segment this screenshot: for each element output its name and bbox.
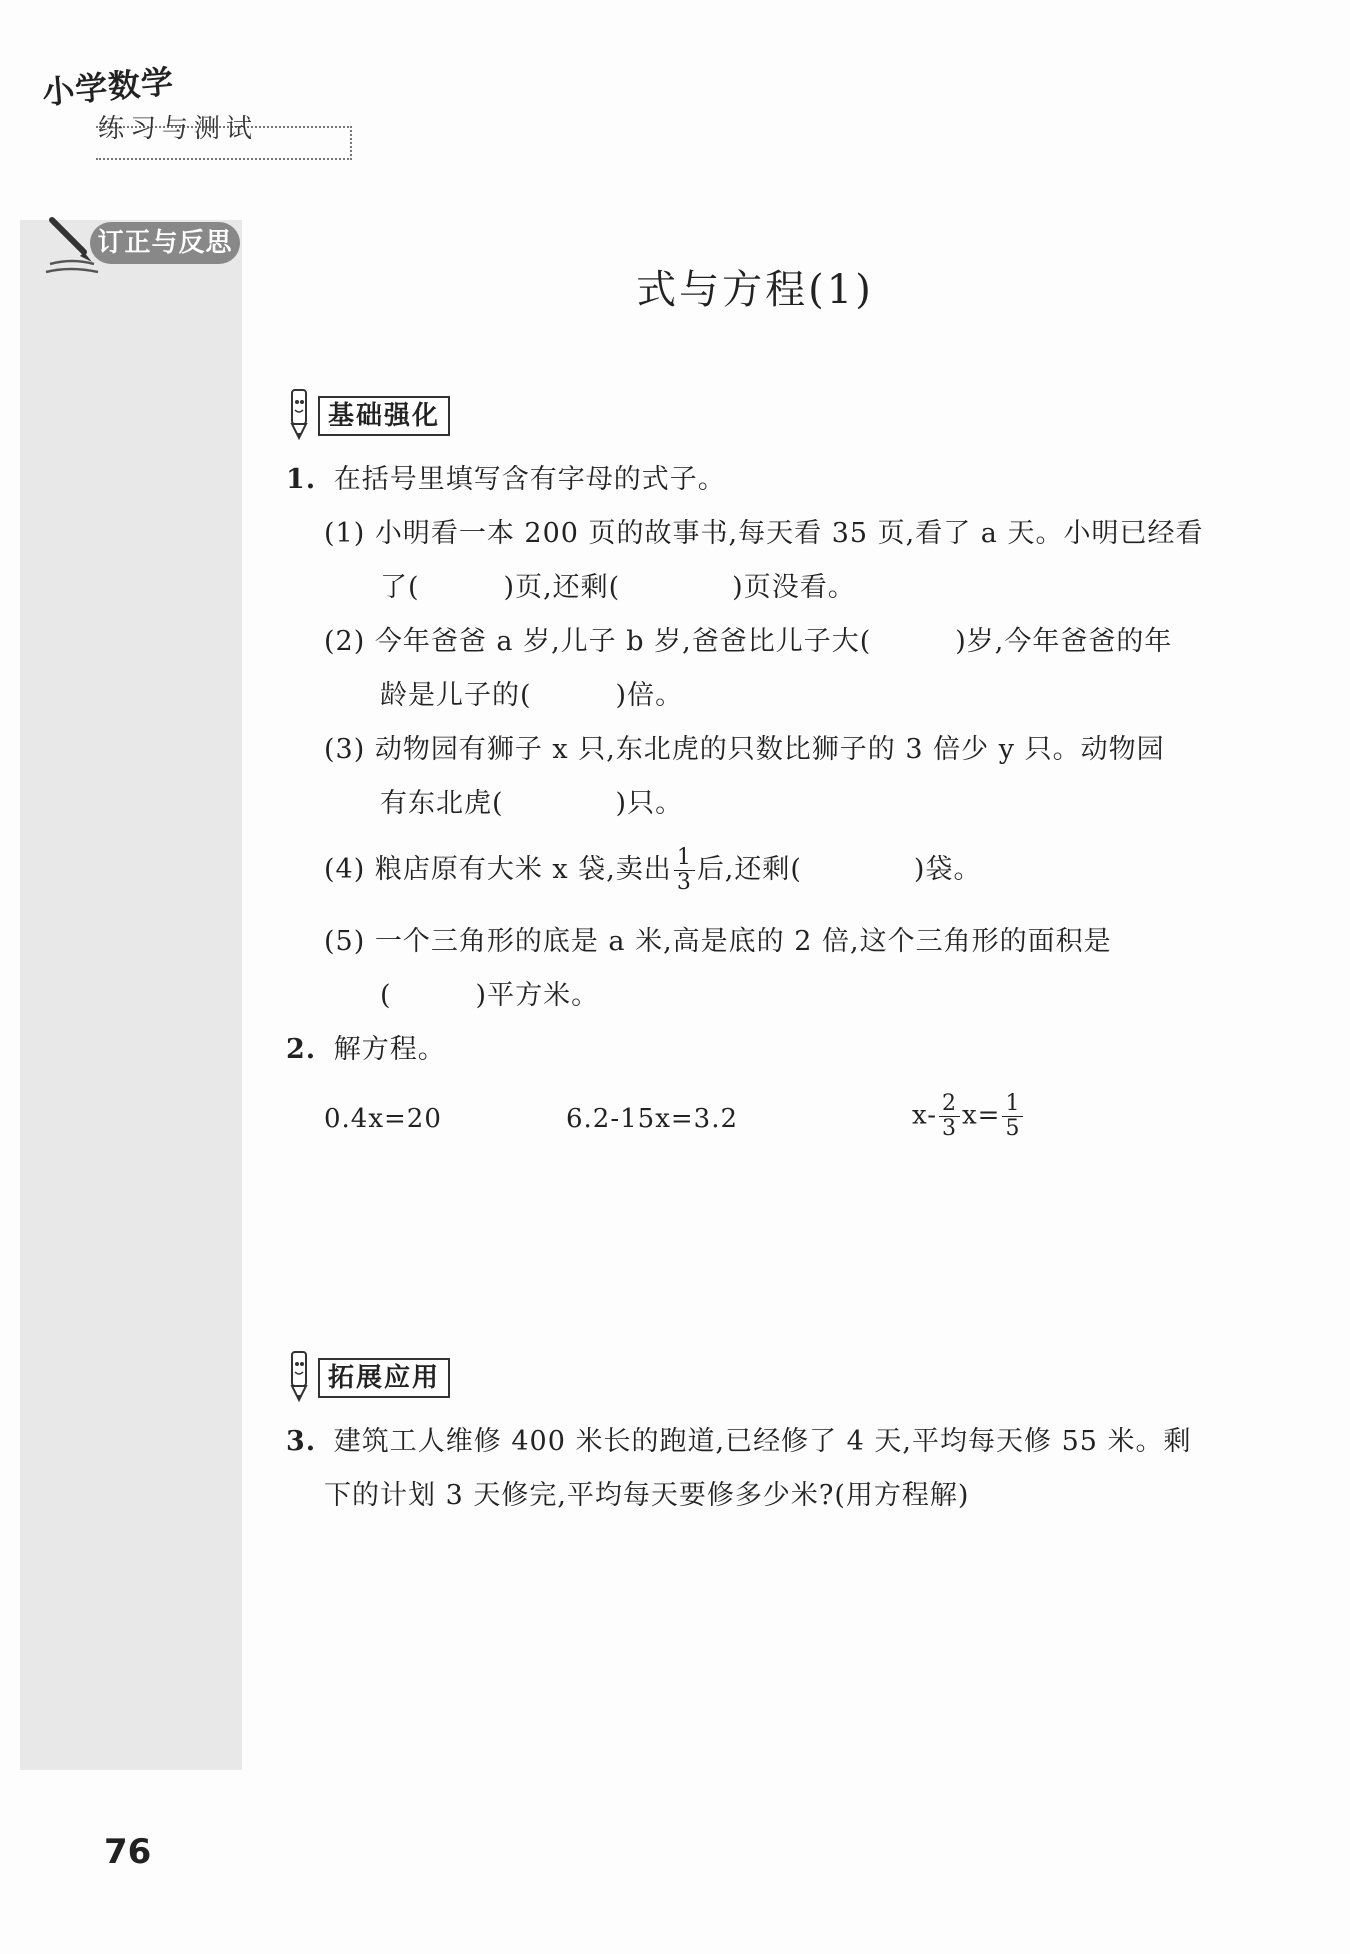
q1-part3-line1: (3) 动物园有狮子 x 只,东北虎的只数比狮子的 3 倍少 y 只。动物园 <box>324 734 1165 765</box>
fraction-numerator: 2 <box>939 1092 960 1117</box>
page-title: 式与方程(1) <box>636 267 874 313</box>
question-number: 1. <box>286 464 317 495</box>
q1-part4 <box>324 846 981 895</box>
fraction-two-thirds <box>939 1092 960 1141</box>
equation-3-part: x- <box>912 1100 937 1131</box>
fraction-denominator: 3 <box>942 1116 957 1141</box>
q1-part1-line1: (1) 小明看一本 200 页的故事书,每天看 35 页,看了 a 天。小明已经看 <box>324 518 1204 549</box>
q1-part5-line2: ( )平方米。 <box>380 980 600 1011</box>
section-extend-header <box>286 1354 486 1400</box>
pencil-mascot-icon <box>286 1348 316 1404</box>
q1-part2-line2: 龄是儿子的( )倍。 <box>380 680 684 711</box>
fraction-one-fifth <box>1002 1092 1023 1141</box>
fraction-one-third <box>674 846 695 895</box>
pencil-mascot-icon <box>286 386 316 442</box>
question-2 <box>286 1032 446 1068</box>
question-number: 2. <box>286 1034 317 1065</box>
question-3-line1 <box>286 1424 1192 1460</box>
book-subtitle: 练习与测试 <box>98 114 259 144</box>
q1-part1-line2: 了( )页,还剩( )页没看。 <box>380 572 856 603</box>
q1-part4-after: 后,还剩( )袋。 <box>696 854 982 885</box>
section-extend-label: 拓展应用 <box>318 1358 450 1398</box>
fraction-numerator: 1 <box>674 846 695 871</box>
q1-part3-line2: 有东北虎( )只。 <box>380 788 684 819</box>
question-text: 建筑工人维修 400 米长的跑道,已经修了 4 天,平均每天修 55 米。剩 <box>333 1426 1192 1457</box>
section-basic-label: 基础强化 <box>318 396 450 436</box>
question-number: 3. <box>286 1426 317 1457</box>
reflection-sidebar <box>20 220 242 1770</box>
question-prompt: 解方程。 <box>333 1034 446 1065</box>
equation-2: 6.2-15x=3.2 <box>566 1104 739 1134</box>
reflection-badge: 订正与反思 <box>90 222 240 264</box>
q1-part4-before: (4) 粮店原有大米 x 袋,卖出 <box>324 854 672 885</box>
q1-part5-line1: (5) 一个三角形的底是 a 米,高是底的 2 倍,这个三角形的面积是 <box>324 926 1112 957</box>
question-prompt: 在括号里填写含有字母的式子。 <box>333 464 726 495</box>
question-1 <box>286 462 726 498</box>
question-3-line2: 下的计划 3 天修完,平均每天要修多少米?(用方程解) <box>324 1480 970 1511</box>
fraction-denominator: 5 <box>1005 1116 1021 1141</box>
q1-part2-line1: (2) 今年爸爸 a 岁,儿子 b 岁,爸爸比儿子大( )岁,今年爸爸的年 <box>324 626 1173 657</box>
page-number: 76 <box>104 1832 152 1872</box>
equation-3-part: x= <box>962 1100 1001 1131</box>
fraction-denominator: 3 <box>676 870 692 895</box>
equation-1: 0.4x=20 <box>324 1104 442 1134</box>
section-basic-header <box>286 392 486 438</box>
book-title: 小学数学 <box>40 62 176 112</box>
equation-3 <box>912 1092 1025 1141</box>
fraction-numerator: 1 <box>1002 1092 1023 1117</box>
